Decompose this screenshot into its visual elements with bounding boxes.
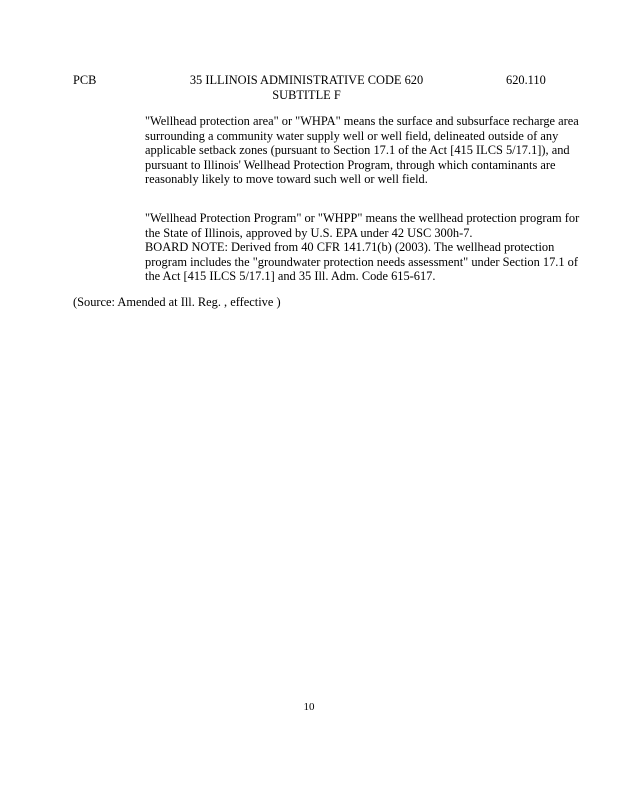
page-number: 10 <box>303 701 315 713</box>
header-agency: PCB <box>73 73 97 87</box>
definition-whpp <box>145 211 593 284</box>
source-note: (Source: Amended at Ill. Reg. , effective ) <box>73 295 281 309</box>
definition-whpp-text: "Wellhead Protection Program" or "WHPP" means the wellhead protection program for the State of Illinois, approved by U.S. EPA under 42 USC 300h-7. <box>145 211 580 240</box>
header-title: 35 ILLINOIS ADMINISTRATIVE CODE 620 <box>189 73 424 87</box>
header-section-number: 620.110 <box>506 73 546 87</box>
header-title-block <box>160 73 453 102</box>
definition-whpa: "Wellhead protection area" or "WHPA" means the surface and subsurface recharge area surrounding a community water supply well or well field, delineated outside of any applicable setback zones (pursuant to Section 17.1 of the Act [415 ILCS 5/17.1]), and pursuant to Illinois' Wellhead Protection Program, through which contaminants are reasonably likely to move toward such well or well field. <box>145 114 579 186</box>
header-subtitle: SUBTITLE F <box>272 87 341 102</box>
board-note: BOARD NOTE: Derived from 40 CFR 141.71(b) (2003). The wellhead protection program includes the "groundwater protection needs assessment" under Section 17.1 of the Act [415 ILCS 5/17.1] and 35 Ill. Adm. Code 615-617. <box>145 240 579 283</box>
